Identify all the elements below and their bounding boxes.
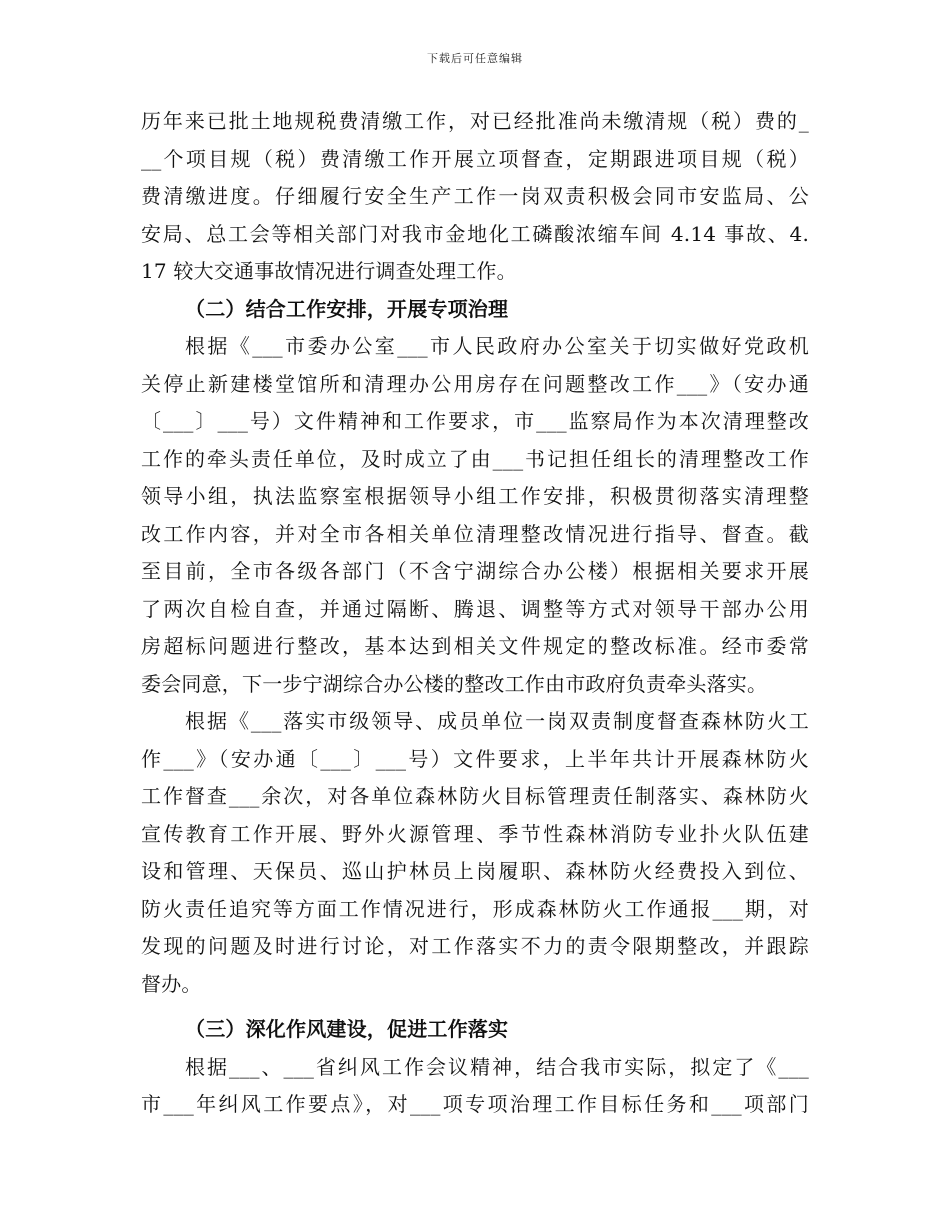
section-heading: （三）深化作风建设，促进工作落实 <box>185 1017 509 1041</box>
text-line: 改工作内容，并对全市各相关单位清理整改情况进行指导、督查。截 <box>141 521 809 546</box>
text-line: 至目前，全市各级各部门（不含宁湖综合办公楼）根据相关要求开展 <box>141 559 809 583</box>
text-line: 作___》（安办通〔___〕___号）文件要求，上半年共计开展森林防火 <box>141 746 809 771</box>
text-line: 工作的牵头责任单位，及时成立了由___书记担任组长的清理整改工作 <box>141 446 809 471</box>
text-line: 督办。 <box>141 971 202 996</box>
text-line: 房超标问题进行整改，基本达到相关文件规定的整改标准。经市委常 <box>141 634 809 658</box>
paragraph <box>141 703 809 1003</box>
text-line: 关停止新建楼堂馆所和清理办公用房存在问题整改工作___》（安办通 <box>141 371 809 396</box>
page-header-note: 下载后可任意编辑 <box>427 52 523 65</box>
text-line: 了两次自检自查，并通过隔断、腾退、调整等方式对领导干部办公用 <box>141 596 809 621</box>
paragraph <box>141 1049 809 1124</box>
text-line: 设和管理、天保员、巡山护林员上岗履职、森林防火经费投入到位、 <box>141 859 809 883</box>
text-line: 防火责任追究等方面工作情况进行，形成森林防火工作通报___期，对 <box>141 896 809 921</box>
text-line: 17 较大交通事故情况进行调查处理工作。 <box>141 259 517 283</box>
paragraph <box>141 328 809 703</box>
text-line: 宣传教育工作开展、野外火源管理、季节性森林消防专业扑火队伍建 <box>141 821 809 846</box>
paragraph <box>141 103 809 291</box>
text-line: 委会同意，下一步宁湖综合办公楼的整改工作由市政府负责牵头落实。 <box>141 671 768 696</box>
text-line: 市___年纠风工作要点》，对___项专项治理工作目标任务和___项部门 <box>141 1092 809 1116</box>
text-line: 工作督查___余次，对各单位森林防火目标管理责任制落实、森林防火 <box>141 784 809 808</box>
text-line: 根据___、___省纠风工作会议精神，结合我市实际，拟定了《___ <box>185 1054 809 1079</box>
document-body <box>141 103 809 1124</box>
text-line: 安局、总工会等相关部门对我市金地化工磷酸浓缩车间 4.14 事故、4. <box>141 221 809 246</box>
section-heading: （二）结合工作安排，开展专项治理 <box>185 296 509 321</box>
text-line: 根据《___落实市级领导、成员单位一岗双责制度督查森林防火工 <box>185 709 809 733</box>
text-line: 领导小组，执法监察室根据领导小组工作安排，积极贯彻落实清理整 <box>141 484 809 508</box>
text-line: 发现的问题及时进行讨论，对工作落实不力的责令限期整改，并跟踪 <box>141 934 809 958</box>
text-line: 历年来已批土地规税费清缴工作，对已经批准尚未缴清规（税）费的_ <box>141 109 809 133</box>
text-line: 费清缴进度。仔细履行安全生产工作一岗双责积极会同市安监局、公 <box>141 184 809 208</box>
text-line: 〔___〕___号）文件精神和工作要求，市___监察局作为本次清理整改 <box>141 409 809 433</box>
text-line: __个项目规（税）费清缴工作开展立项督查，定期跟进项目规（税） <box>141 146 809 171</box>
text-line: 根据《___市委办公室___市人民政府办公室关于切实做好党政机 <box>185 334 809 358</box>
